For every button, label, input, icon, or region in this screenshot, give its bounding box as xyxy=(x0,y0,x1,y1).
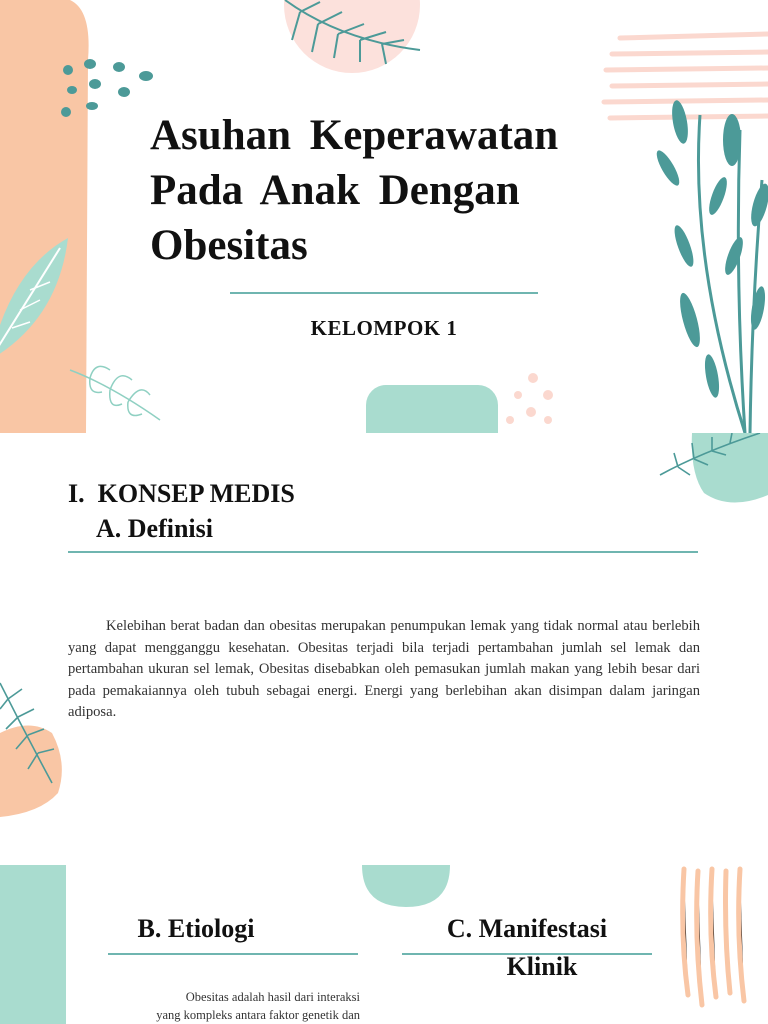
etiology-slide xyxy=(0,865,768,1024)
definition-paragraph: Kelebihan berat badan dan obesitas merupakan penumpukan lemak yang tidak normal atau berlebih yang dapat mengganggu kesehatan. Obesitas terjadi bila terjadi pertambahan jumlah sel lemak dan pertambahan ukuran sel lemak, Obesitas disebabkan oleh pemasukan jumlah makan yang lebih besar dari pada pemakaiannya oleh tubuh sebagai energi. Energi yang berlebihan akan disimpan dalam jaringan adiposa. xyxy=(68,618,700,721)
etiology-heading: B. Etiologi xyxy=(137,914,255,943)
definition-slide xyxy=(0,433,768,865)
mint-semicircle xyxy=(362,865,450,907)
pink-circle-top xyxy=(284,0,420,73)
manifestation-heading xyxy=(402,911,652,947)
pink-dots-bottom xyxy=(506,373,553,424)
peach-blob-left xyxy=(0,0,89,433)
mint-block-bottom xyxy=(366,385,498,433)
group-label: KELOMPOK 1 xyxy=(310,316,458,340)
definition-divider xyxy=(68,551,698,553)
manifestation-heading-line: C. Manifestasi xyxy=(446,914,608,943)
subsection-heading: A. Definisi xyxy=(96,514,213,543)
title-slide xyxy=(0,0,768,433)
etiology-text-line: yang kompleks antara faktor genetik dan xyxy=(156,1008,360,1022)
title-divider xyxy=(230,292,538,294)
presentation-title: Asuhan Keperawatan Pada Anak Dengan Obesitas xyxy=(150,112,559,269)
peach-blob-left-bottom xyxy=(0,726,62,818)
manifestation-heading-line2: Klinik xyxy=(506,952,578,981)
pink-stripes-top-right xyxy=(604,34,768,118)
etiology-text-line: Obesitas adalah hasil dari interaksi xyxy=(185,990,360,1004)
etiology-text xyxy=(100,988,360,1024)
plant-right xyxy=(653,99,768,433)
mint-bar-left xyxy=(0,865,66,1024)
section-heading: I. KONSEP MEDIS xyxy=(68,479,295,508)
peach-stripes-right xyxy=(683,869,744,1005)
etiology-divider xyxy=(108,953,358,955)
